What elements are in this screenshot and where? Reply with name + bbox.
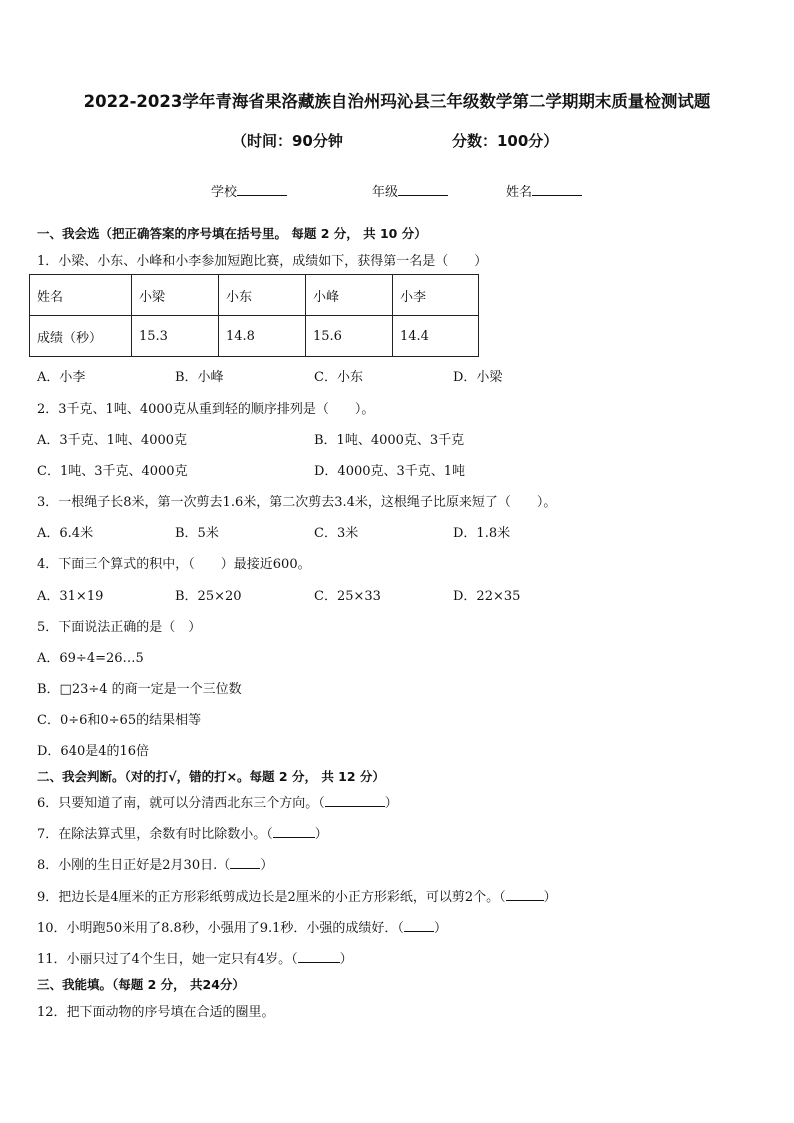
close-paren: ）: [433, 921, 447, 936]
grade-blank: [398, 183, 448, 196]
answer-blank[interactable]: [298, 951, 340, 963]
q5-option-c: C．0÷6和0÷65的结果相等: [37, 713, 202, 728]
question-4: 4．下面三个算式的积中，（ ）最接近600。: [37, 557, 311, 572]
question-7: [37, 823, 328, 842]
answer-blank[interactable]: [506, 889, 544, 901]
school-blank: [237, 183, 287, 196]
table-row: [30, 275, 479, 316]
table-cell: 小梁: [132, 275, 219, 316]
table-cell: 小李: [393, 275, 479, 316]
table-cell: 15.3: [132, 316, 219, 357]
question-12: 12．把下面动物的序号填在合适的圈里。: [37, 1005, 275, 1020]
q2-option-d: D．4000克、3千克、1吨: [314, 464, 466, 479]
answer-blank[interactable]: [325, 795, 385, 807]
q4-option-a: A．31×19: [37, 589, 104, 604]
q3-option-c: C．3米: [314, 526, 359, 541]
table-row: [30, 316, 479, 357]
answer-blank[interactable]: [230, 857, 260, 869]
answer-blank[interactable]: [273, 826, 315, 838]
grade-label: 年级: [372, 185, 399, 200]
exam-title: 2022-2023学年青海省果洛藏族自治州玛沁县三年级数学第二学期期末质量检测试题: [83, 92, 711, 111]
question-6: [37, 792, 398, 811]
q5-option-b: B．□23÷4 的商一定是一个三位数: [37, 682, 242, 697]
close-paren: ）: [314, 827, 328, 842]
question-3: 3．一根绳子长8米，第一次剪去1.6米，第二次剪去3.4米，这根绳子比原来短了（ ）。: [37, 495, 557, 510]
q1-option-d: D．小梁: [453, 370, 503, 385]
q5-option-a: A．69÷4=26…5: [37, 651, 144, 666]
question-text: 11．小丽只过了4个生日，她一定只有4岁。（: [37, 952, 298, 967]
q2-option-a: A．3千克、1吨、4000克: [37, 433, 188, 448]
question-2: 2．3千克、1吨、4000克从重到轻的顺序排列是（ ）。: [37, 402, 375, 417]
q2-option-c: C．1吨、3千克、4000克: [37, 464, 188, 479]
q1-option-b: B．小峰: [175, 370, 224, 385]
q1-option-c: C．小东: [314, 370, 363, 385]
q5-option-d: D．640是4的16倍: [37, 744, 150, 759]
table-cell: 小峰: [306, 275, 393, 316]
close-paren: ）: [543, 890, 557, 905]
question-10: [37, 917, 447, 936]
question-9: [37, 886, 557, 905]
question-1: 1．小梁、小东、小峰和小李参加短跑比赛，成绩如下，获得第一名是（ ）: [37, 254, 488, 269]
question-5: 5．下面说法正确的是（ ）: [37, 620, 202, 635]
question-text: 6．只要知道了南，就可以分清西北东三个方向。（: [37, 796, 325, 811]
section3-heading: 三、我能填。（每题 2 分， 共24分）: [37, 977, 245, 992]
question-11: [37, 948, 353, 967]
table-cell: 14.8: [219, 316, 306, 357]
q3-option-a: A．6.4米: [37, 526, 94, 541]
q2-option-b: B．1吨、4000克、3千克: [314, 433, 465, 448]
score-table: [29, 274, 479, 357]
q3-option-d: D．1.8米: [453, 526, 511, 541]
table-cell: 成绩（秒）: [30, 316, 132, 357]
close-paren: ）: [339, 952, 353, 967]
question-text: 7．在除法算式里，余数有时比除数小。（: [37, 827, 273, 842]
name-label: 姓名: [506, 185, 533, 200]
q4-option-c: C．25×33: [314, 589, 381, 604]
question-8: [37, 854, 273, 873]
q4-option-d: D．22×35: [453, 589, 521, 604]
section2-heading: 二、我会判断。（对的打√，错的打×。每题 2 分， 共 12 分）: [37, 769, 385, 784]
q3-option-b: B．5米: [175, 526, 219, 541]
grade-field: [372, 181, 448, 200]
table-cell: 姓名: [30, 275, 132, 316]
section1-heading: 一、我会选（把正确答案的序号填在括号里。 每题 2 分， 共 10 分）: [37, 226, 427, 241]
close-paren: ）: [384, 796, 398, 811]
name-blank: [532, 183, 582, 196]
name-field: [506, 181, 582, 200]
school-field: [211, 181, 287, 200]
table-cell: 小东: [219, 275, 306, 316]
exam-time: （时间：90分钟: [232, 132, 343, 150]
table-cell: 15.6: [306, 316, 393, 357]
table-cell: 14.4: [393, 316, 479, 357]
q4-option-b: B．25×20: [175, 589, 242, 604]
question-text: 8．小刚的生日正好是2月30日.（: [37, 858, 231, 873]
answer-blank[interactable]: [404, 920, 434, 932]
close-paren: ）: [260, 858, 274, 873]
exam-score: 分数：100分）: [452, 132, 559, 150]
question-text: 9．把边长是4厘米的正方形彩纸剪成边长是2厘米的小正方形彩纸，可以剪2个。（: [37, 890, 506, 905]
question-text: 10．小明跑50米用了8.8秒，小强用了9.1秒．小强的成绩好．（: [37, 921, 404, 936]
school-label: 学校: [211, 185, 238, 200]
q1-option-a: A．小李: [37, 370, 86, 385]
